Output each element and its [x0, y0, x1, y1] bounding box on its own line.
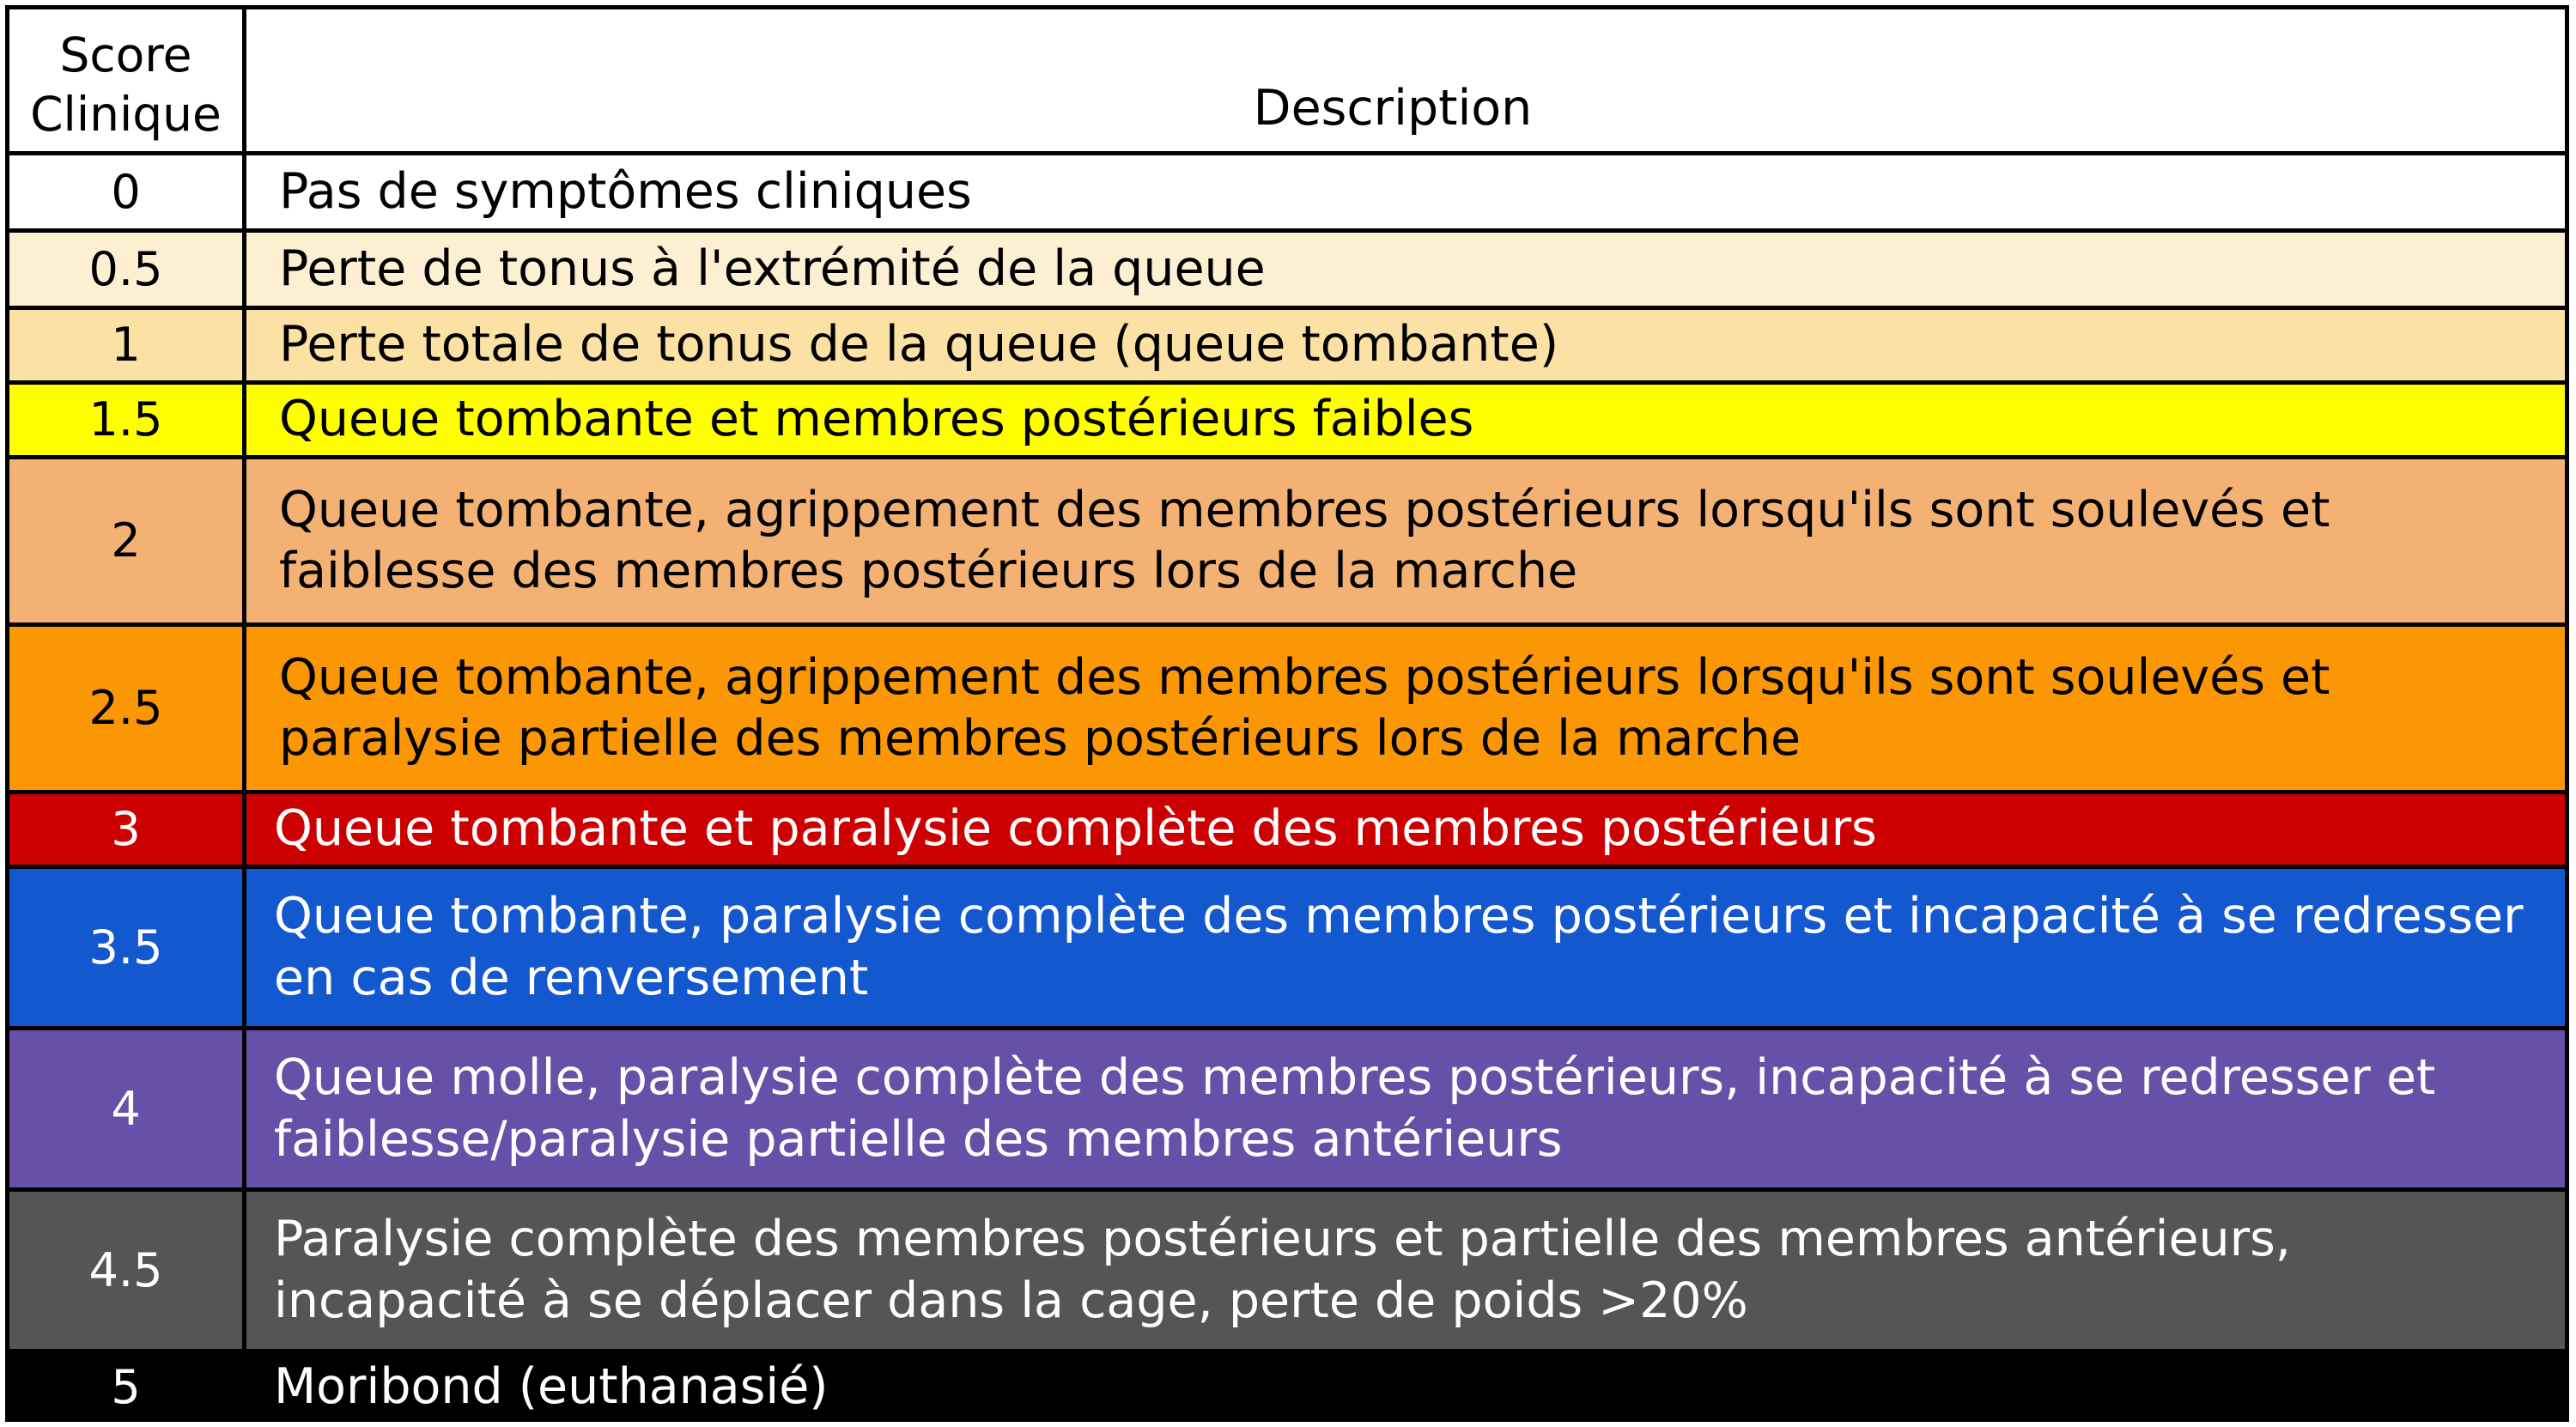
description-text: Queue tombante, paralysie complète des membres postérieurs et incapacité à se redresser en cas de renversement [274, 888, 2524, 1006]
table-row [9, 310, 2565, 385]
description-text: Queue tombante, agrippement des membres postérieurs lorsqu'ils sont soulevés et paralysie partielle des membres postérieurs lors de la marche [279, 648, 2330, 767]
description-text: Queue molle, paralysie complète des membres postérieurs, incapacité à se redresser et faiblesse/paralysie partielle des membres antérieurs [274, 1049, 2436, 1168]
description-cell [246, 1192, 2565, 1349]
description-text: Perte totale de tonus de la queue (queue tombante) [279, 316, 1559, 373]
description-cell [246, 794, 2565, 865]
description-cell [246, 233, 2565, 306]
description-cell [246, 459, 2565, 622]
score-cell [9, 155, 246, 228]
header-description-cell [246, 9, 2565, 151]
description-text: Paralysie complète des membres postérieurs et partielle des membres antérieurs, incapacité à se déplacer dans la cage, perte de poids >20% [274, 1211, 2291, 1329]
score-value: 3 [111, 802, 141, 857]
table-header-row [9, 9, 2565, 155]
header-description-label: Description [1253, 79, 1533, 137]
score-value: 4.5 [88, 1242, 163, 1297]
table-row [9, 233, 2565, 310]
description-cell [246, 869, 2565, 1026]
score-cell [9, 794, 246, 865]
table-row [9, 627, 2565, 794]
score-value: 4 [111, 1081, 141, 1136]
score-cell [9, 1192, 246, 1349]
description-cell [246, 385, 2565, 455]
header-score-cell [9, 9, 246, 151]
score-cell [9, 869, 246, 1026]
score-value: 2 [111, 513, 141, 568]
description-text: Queue tombante, agrippement des membres postérieurs lorsqu'ils sont soulevés et faiblesse des membres postérieurs lors de la marche [279, 481, 2330, 599]
score-cell [9, 233, 246, 306]
score-value: 1.5 [88, 392, 163, 447]
score-value: 3.5 [88, 920, 163, 975]
score-cell [9, 459, 246, 622]
description-text: Pas de symptômes cliniques [279, 162, 972, 220]
score-value: 2.5 [88, 681, 163, 736]
header-score-label: Score Clinique [30, 27, 222, 142]
table-row [9, 1353, 2565, 1422]
score-value: 0 [111, 164, 141, 219]
description-text: Moribond (euthanasié) [274, 1358, 829, 1416]
score-cell [9, 1030, 246, 1187]
score-cell [9, 627, 246, 790]
score-value: 0.5 [88, 241, 163, 296]
score-cell [9, 385, 246, 455]
table-row [9, 794, 2565, 869]
description-cell [246, 1030, 2565, 1187]
description-text: Queue tombante et paralysie complète des membres postérieurs [274, 800, 1877, 858]
description-text: Perte de tonus à l'extrémité de la queue [279, 240, 1266, 297]
score-cell [9, 310, 246, 380]
clinical-score-table [5, 5, 2569, 1422]
description-cell [246, 627, 2565, 790]
description-cell [246, 1353, 2565, 1422]
table-row [9, 385, 2565, 459]
table-row [9, 1192, 2565, 1353]
description-cell [246, 155, 2565, 228]
table-row [9, 869, 2565, 1030]
table-row [9, 155, 2565, 233]
table-row [9, 1030, 2565, 1192]
description-text: Queue tombante et membres postérieurs faibles [279, 391, 1474, 448]
table-row [9, 459, 2565, 627]
score-value: 5 [111, 1360, 141, 1415]
score-value: 1 [111, 318, 141, 373]
score-cell [9, 1353, 246, 1422]
description-cell [246, 310, 2565, 380]
